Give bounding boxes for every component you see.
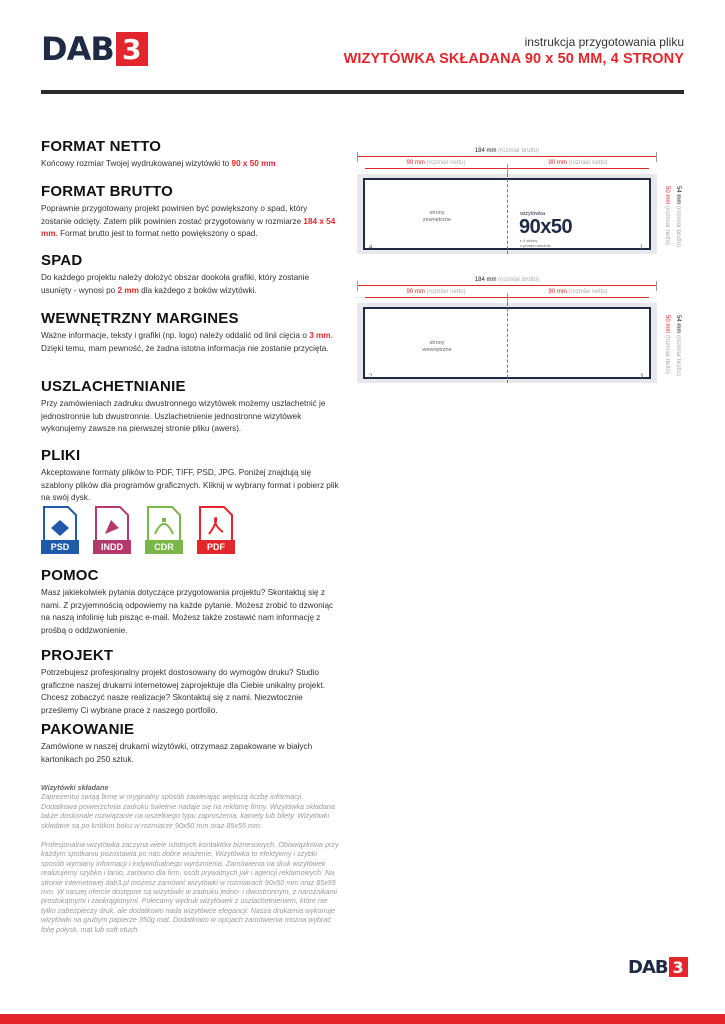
- seo-heading: Wizytówki składane: [41, 783, 109, 792]
- seo-paragraph-1: Zaprezentuj swoją firmę w oryginalny sposób zawierając większą liczbę informacji. Dodatkowa powierzchnia zadruku świetnie nadaje się na reklamę firmy. Wizytówka składana także doskonale rozwiązanie na wszelkiego typu zaproszenia, kamety lub bilety. Wizytówki składane są po krótkim boku w rozmiarze 90x50 mm oraz 85x55 mm.: [41, 792, 335, 830]
- section-title: SPAD: [41, 252, 83, 269]
- outer-pages-label: strony zewnętrzne: [422, 210, 452, 223]
- logo-text: DAB: [628, 956, 668, 978]
- header-divider: [41, 90, 684, 94]
- section-title: PLIKI: [41, 447, 81, 464]
- section-format-brutto: [41, 183, 339, 241]
- section-text: Akceptowane formaty plików to PDF, TIFF, PSD, JPG. Poniżej znajdują się szablony plików dla programów graficznych. Kliknij w wybrany format i pobierz plik na swój dysk.: [41, 468, 339, 503]
- section-text: Ważne informacje, teksty i grafiki (np. logo) należy oddalić od linii cięcia o 3 mm. Dzięki temu, mam pewność, że żadna istotna informacja nie zostanie przycięta.: [41, 331, 333, 353]
- section-text: Zamówione w naszej drukarni wizytówki, otrzymasz zapakowane w białych kartonikach po 250 sztuk.: [41, 742, 313, 764]
- dim-tick: [656, 281, 657, 291]
- dim-height-brutto: 54 mm (rozmiar brutto): [675, 315, 681, 377]
- dim-half-right: 90 mm (rozmiar netto): [548, 160, 608, 166]
- dim-height-brutto: 54 mm (rozmiar brutto): [675, 186, 681, 248]
- section-title: USZLACHETNIANIE: [41, 378, 186, 395]
- section-title: FORMAT BRUTTO: [41, 183, 174, 200]
- file-format-list: [41, 506, 235, 554]
- file-label: PDF: [197, 540, 235, 554]
- section-projekt: [41, 647, 339, 717]
- file-label: PSD: [41, 540, 79, 554]
- file-label: CDR: [145, 540, 183, 554]
- dim-half-left: 90 mm (rozmiar netto): [406, 160, 466, 166]
- section-text: Poprawnie przygotowany projekt powinien być powiększony o spad, który zostanie odcięty. Zatem plik powinien zostać przygotowany w rozmiarze 184 x 54 mm. Format brutto jest to format netto powiększony o spad.: [41, 204, 336, 239]
- section-text: Do każdego projektu należy dołożyć obszar dookoła grafiki, który zostanie usunięty - wynosi po 2 mm dla każdego z boków wizytówki.: [41, 273, 310, 295]
- header-subtitle: instrukcja przygotowania pliku: [524, 35, 684, 49]
- page-number: 4: [369, 245, 373, 251]
- section-uszlachetnianie: [41, 378, 339, 436]
- dim-tick: [507, 293, 508, 303]
- dim-total: 184 mm (rozmiar brutto): [474, 148, 540, 154]
- dim-line-total: [357, 285, 657, 286]
- page-number: 1: [640, 245, 644, 251]
- section-title: WEWNĘTRZNY MARGINES: [41, 310, 239, 327]
- section-pomoc: [41, 567, 339, 637]
- diagram-inner-pages: [357, 277, 687, 392]
- file-label: INDD: [93, 540, 131, 554]
- dim-tick: [507, 164, 508, 174]
- inner-pages-label: strony wewnętrzne: [422, 340, 452, 353]
- dim-tick: [656, 152, 657, 162]
- section-title: FORMAT NETTO: [41, 138, 162, 155]
- section-pakowanie: [41, 721, 339, 766]
- card-word: wizytówka: [520, 211, 546, 217]
- section-text: Masz jakiekolwiek pytania dotyczące przygotowania projektu? Skontaktuj się z nami. Z przyjemnością odpowiemy na każde pytanie. Możesz zrobić to dzwoniąc na naszą infolinię lub pisząc e-mail. Możesz także zostawić nam informację z prośbą o oddzwonienie.: [41, 588, 334, 635]
- page-number: 2: [369, 374, 373, 380]
- dim-height-netto: 50 mm (rozmiar netto): [664, 315, 670, 375]
- section-spad: [41, 252, 339, 297]
- dim-total: 184 mm (rozmiar brutto): [474, 277, 540, 283]
- section-pliki: [41, 447, 339, 505]
- section-margines: [41, 310, 339, 355]
- fold-line: [507, 174, 508, 254]
- section-title: PAKOWANIE: [41, 721, 135, 738]
- logo-number: 3: [116, 32, 148, 66]
- seo-paragraph-2: Profesjonalna wizytówka zaczyna wiele istotnych kontaktów biznesowych. Obowiązkowa przy każdym spotkaniu pozostawia po nas dobre wrażenie. Wizytówka to efektywny i szybki sposób wymiany informacji i indywidualnego wyróżnienia. Zamówienia na druk wizytówek realizujemy szybko i tanio, zarówno dla firm, osób prywatnych jak i agencji reklamowych. Na stronie internetowej dab3.pl możesz zamówić wizytówki w rozmiarach 90x50 mm oraz 85x55 mm. W naszej ofercie dostępne są wizytówki w zadruku jedno- i dwustronnym, z narożnikami prostokątnymi i zaokrąglonymi. Polecamy wydruk wizytówek z uszlachetnieniem, które nie tylko zabezpieczy druk, ale dodatkowo nada wizytówce elegancji. Nasza drukarnia wykonuje wizytówki na grubym papierze 350g mat. Dodatkowo w opcjach zamówienia można wybrać folię połysk, mat lub soft otuch.: [41, 840, 339, 934]
- header-title: WIZYTÓWKA SKŁADANA 90 x 50 MM, 4 STRONY: [343, 51, 684, 67]
- section-text: Potrzebujesz profesjonalny projekt dostosowany do wymogów druku? Studio graficzne naszej drukarni internetowej zaprojektuje dla Ciebie unikalny projekt. Chcesz zobaczyć nasze realizacje? Skontaktuj się z nami. Niezwtocznie prześlemy Ci wybrane prace z naszego portfolio.: [41, 668, 325, 715]
- section-format-netto: [41, 138, 339, 171]
- card-size: 90x50: [519, 216, 573, 238]
- dim-height-netto: 50 mm (rozmiar netto): [664, 186, 670, 246]
- dim-half-left: 90 mm (rozmiar netto): [406, 289, 466, 295]
- dab3-logo-footer: [628, 957, 688, 977]
- fold-line: [507, 303, 508, 383]
- pdf-file-icon[interactable]: [197, 506, 235, 554]
- dim-tick: [357, 152, 358, 162]
- logo-number: 3: [669, 957, 688, 977]
- page-number: 3: [640, 374, 644, 380]
- psd-file-icon[interactable]: [41, 506, 79, 554]
- section-title: POMOC: [41, 567, 99, 584]
- diagram-outer-pages: [357, 148, 687, 263]
- dim-line-total: [357, 156, 657, 157]
- indd-file-icon[interactable]: [93, 506, 131, 554]
- section-text: Przy zamówieniach zadruku dwustronnego wizytówek możemy uszlachetnić je jednostronnie lub dwustronnie. Uszlachetnienie jednostronne wizytówek wykonujemy zawsze na pierwszej stronie pliku (awers).: [41, 399, 326, 434]
- section-title: PROJEKT: [41, 647, 114, 664]
- dim-half-right: 90 mm (rozmiar netto): [548, 289, 608, 295]
- seo-text: [41, 783, 339, 934]
- dim-tick: [357, 281, 358, 291]
- logo-text: DAB: [41, 30, 114, 68]
- card-note: x 4 strony z prosta narożnik: [520, 238, 551, 248]
- dab3-logo: [41, 32, 148, 66]
- cdr-file-icon[interactable]: [145, 506, 183, 554]
- section-text: Końcowy rozmiar Twojej wydrukowanej wizytówki to 90 x 50 mm: [41, 159, 276, 168]
- footer-bar: [0, 1014, 725, 1024]
